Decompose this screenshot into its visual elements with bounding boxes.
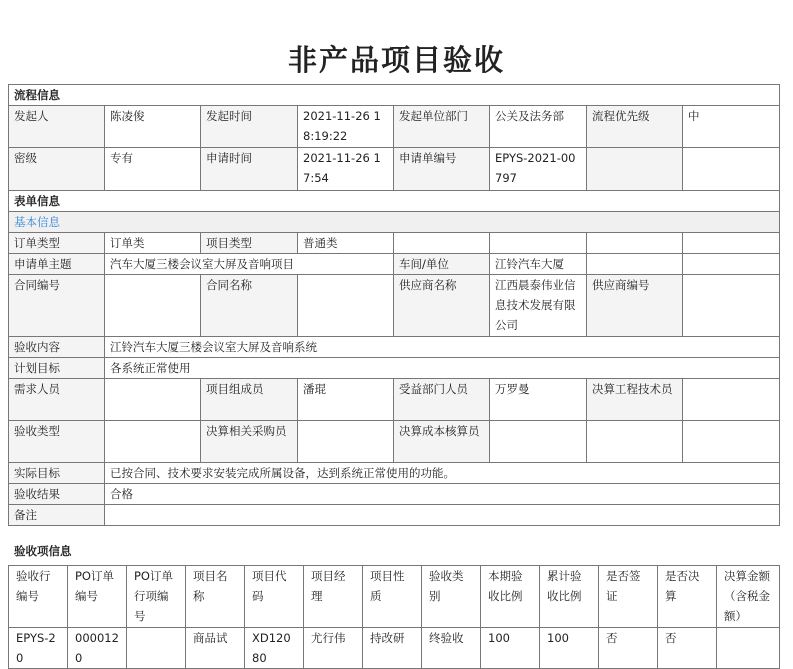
plan-value: 各系统正常使用 — [105, 358, 780, 379]
col-header: 验收行编号 — [9, 566, 68, 628]
items-header-row — [9, 566, 780, 628]
result-value: 合格 — [105, 484, 780, 505]
supplier-label: 供应商名称 — [394, 275, 490, 337]
priority-label: 流程优先级 — [587, 106, 683, 148]
form-section-header: 表单信息 — [9, 191, 780, 212]
supplier-no-value — [683, 275, 780, 337]
table-cell: 100 — [540, 628, 599, 669]
plan-label: 计划目标 — [9, 358, 105, 379]
dept-value: 公关及法务部 — [490, 106, 587, 148]
time-label: 发起时间 — [201, 106, 298, 148]
benefit-value: 万罗曼 — [490, 379, 587, 421]
items-table — [8, 565, 780, 669]
contract-no-label: 合同编号 — [9, 275, 105, 337]
priority-value: 中 — [683, 106, 780, 148]
page-title: 非产品项目验收 — [287, 43, 505, 77]
secret-label: 密级 — [9, 148, 105, 191]
engineer-value — [683, 379, 780, 421]
col-header: 累计验收比例 — [540, 566, 599, 628]
content-value: 江铃汽车大厦三楼会议室大屏及音响系统 — [105, 337, 780, 358]
col-header: PO订单编号 — [68, 566, 127, 628]
demand-label: 需求人员 — [9, 379, 105, 421]
actual-label: 实际目标 — [9, 463, 105, 484]
col-header: 项目经理 — [304, 566, 363, 628]
table-cell: EPYS-20 — [9, 628, 68, 669]
col-header: 是否决算 — [658, 566, 717, 628]
member-value: 潘琨 — [298, 379, 394, 421]
demand-value — [105, 379, 201, 421]
form-table — [8, 84, 780, 526]
auditor-value — [490, 421, 587, 463]
col-header: PO订单行项编号 — [127, 566, 186, 628]
result-label: 验收结果 — [9, 484, 105, 505]
accept-type-value — [105, 421, 201, 463]
subject-label: 申请单主题 — [9, 254, 105, 275]
apply-time-value: 2021-11-26 17:54 — [298, 148, 394, 191]
accept-type-label: 验收类型 — [9, 421, 105, 463]
content-label: 验收内容 — [9, 337, 105, 358]
col-header: 是否签证 — [599, 566, 658, 628]
table-cell: 尤行伟 — [304, 628, 363, 669]
dept-label: 发起单位部门 — [394, 106, 490, 148]
apply-time-label: 申请时间 — [201, 148, 298, 191]
col-header: 项目性质 — [363, 566, 422, 628]
table-cell: 否 — [599, 628, 658, 669]
order-type-value: 订单类 — [105, 233, 201, 254]
order-type-label: 订单类型 — [9, 233, 105, 254]
subject-value: 汽车大厦三楼会议室大屏及音响项目 — [105, 254, 394, 275]
unit-value: 江铃汽车大厦 — [490, 254, 587, 275]
table-cell: 0000120 — [68, 628, 127, 669]
initiator-label: 发起人 — [9, 106, 105, 148]
project-type-value: 普通类 — [298, 233, 394, 254]
col-header: 本期验收比例 — [481, 566, 540, 628]
table-cell: 否 — [658, 628, 717, 669]
contract-name-label: 合同名称 — [201, 275, 298, 337]
benefit-label: 受益部门人员 — [394, 379, 490, 421]
items-section-header: 验收项信息 — [14, 544, 72, 558]
engineer-label: 决算工程技术员 — [587, 379, 683, 421]
table-row — [9, 628, 780, 669]
basic-info-header: 基本信息 — [9, 212, 780, 233]
table-cell: 100 — [481, 628, 540, 669]
table-cell — [717, 628, 780, 669]
apply-no-value: EPYS-2021-00797 — [490, 148, 587, 191]
col-header: 验收类别 — [422, 566, 481, 628]
time-value: 2021-11-26 18:19:22 — [298, 106, 394, 148]
table-cell — [127, 628, 186, 669]
purchaser-label: 决算相关采购员 — [201, 421, 298, 463]
auditor-label: 决算成本核算员 — [394, 421, 490, 463]
secret-value: 专有 — [105, 148, 201, 191]
table-cell: 终验收 — [422, 628, 481, 669]
col-header: 决算金额（含税金额） — [717, 566, 780, 628]
unit-label: 车间/单位 — [394, 254, 490, 275]
purchaser-value — [298, 421, 394, 463]
table-cell: 商品试 — [186, 628, 245, 669]
contract-no-value — [105, 275, 201, 337]
flow-section-header: 流程信息 — [9, 85, 780, 106]
member-label: 项目组成员 — [201, 379, 298, 421]
col-header: 项目名称 — [186, 566, 245, 628]
supplier-value: 江西晨泰伟业信息技术发展有限公司 — [490, 275, 587, 337]
remark-value — [105, 505, 780, 526]
initiator-value: 陈凌俊 — [105, 106, 201, 148]
col-header: 项目代码 — [245, 566, 304, 628]
table-cell: XD12080 — [245, 628, 304, 669]
supplier-no-label: 供应商编号 — [587, 275, 683, 337]
remark-label: 备注 — [9, 505, 105, 526]
contract-name-value — [298, 275, 394, 337]
table-cell: 持改研 — [363, 628, 422, 669]
project-type-label: 项目类型 — [201, 233, 298, 254]
apply-no-label: 申请单编号 — [394, 148, 490, 191]
actual-value: 已按合同、技术要求安装完成所属设备，达到系统正常使用的功能。 — [105, 463, 780, 484]
